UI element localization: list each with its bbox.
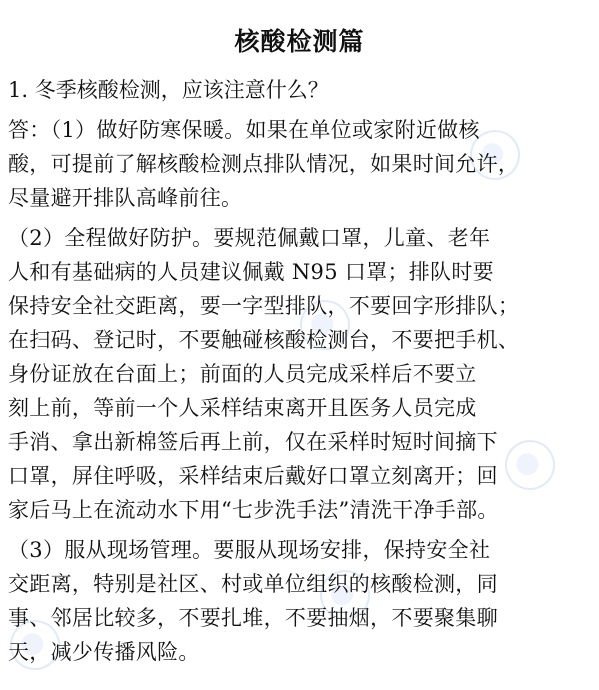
answer-line: 答：（1）做好防寒保暖。如果在单位或家附近做核 [8,118,480,142]
answer-line: 保持安全社交距离，要一字型排队，不要回字形排队； [8,294,520,318]
answer-line: 事、邻居比较多，不要扎堆，不要抽烟，不要聚集聊 [8,606,498,630]
answer-line: （2）全程做好防护。要规范佩戴口罩，儿童、老年 [8,226,491,250]
answer-line: 家后马上在流动水下用“七步洗手法”清洗干净手部。 [8,498,499,522]
answer-line: 人和有基础病的人员建议佩戴 N95 口罩；排队时要 [8,260,494,284]
answer-line: （3）服从现场管理。要服从现场安排，保持安全社 [8,538,491,562]
answer-line: 在扫码、登记时，不要触碰核酸检测台，不要把手机、 [8,328,520,352]
answer-line: 身份证放在台面上；前面的人员完成采样后不要立 [8,362,477,386]
watermark-icon [496,431,564,499]
question-heading: 1. 冬季核酸检测，应该注意什么？ [8,78,329,102]
answer-line: 刻上前，等前一个人采样结束离开且医务人员完成 [8,396,477,420]
answer-line: 天，减少传播风险。 [8,640,200,664]
page-title: 核酸检测篇 [234,27,365,56]
answer-line: 酸，可提前了解核酸检测点排队情况，如果时间允许， [8,152,520,176]
answer-line: 交距离，特别是社区、村或单位组织的核酸检测，同 [8,572,498,596]
answer-line: 手消、拿出新棉签后再上前，仅在采样时短时间摘下 [8,430,498,454]
answer-line: 口罩，屏住呼吸，采样结束后戴好口罩立刻离开；回 [8,464,498,488]
answer-line: 尽量避开排队高峰前往。 [8,186,243,210]
